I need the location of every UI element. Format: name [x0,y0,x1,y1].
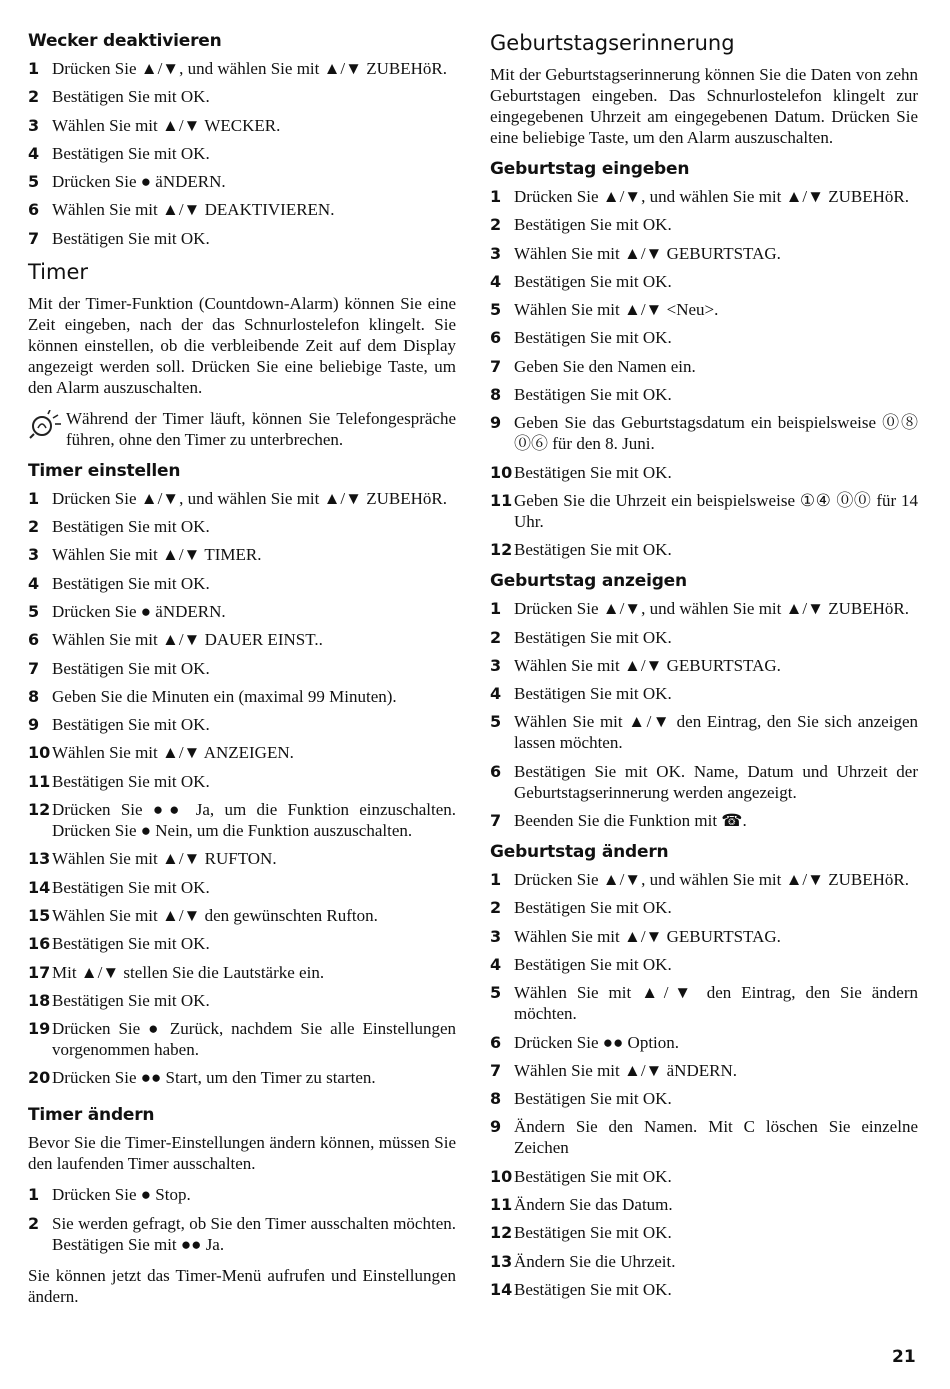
step-number: 1 [490,599,502,619]
step-number: 6 [28,200,40,220]
step-number: 8 [490,385,502,405]
step-item [28,488,456,509]
step-item [28,848,456,869]
step-number: 12 [28,800,51,820]
step-number: 6 [28,630,40,650]
step-text: Bestätigen Sie mit OK. [514,1223,672,1243]
step-item [490,627,918,648]
step-text: Drücken Sie ● äNDERN. [52,172,226,192]
step-number: 7 [28,228,40,248]
step-number: 8 [28,686,40,706]
step-item [28,686,456,707]
step-item [28,115,456,136]
step-number: 1 [490,187,502,206]
step-item [28,1213,456,1255]
step-text: Bestätigen Sie mit OK. [52,771,210,791]
step-text: Drücken Sie ▲/▼, und wählen Sie mit ▲/▼ ZUBEHöR. [514,599,909,619]
step-text: Bestätigen Sie mit OK. [52,934,210,954]
step-item [490,327,918,348]
step-number: 9 [28,715,40,735]
section-heading: Wecker deaktivieren [28,31,222,51]
step-item [28,629,456,650]
step-text: Geben Sie den Namen ein. [514,356,696,376]
step-item [490,926,918,947]
step-item [490,271,918,292]
step-number: 6 [490,1032,502,1052]
step-text: Bestätigen Sie mit OK. [514,627,672,647]
step-number: 12 [490,540,513,560]
section-heading: Geburtstag ändern [490,842,669,863]
step-item [28,171,456,192]
step-list [490,869,918,1300]
step-list [490,186,918,560]
paragraph: Mit der Geburtstagserinnerung können Sie die Daten von zehn Geburtstagen eingeben. Das Schnurlostelefon klingelt zur eingegebenen Uhrzeit am eingegebenen Datum. Drücken Sie eine beliebige Taste, um den Alarm auszuschalten. [490,65,918,147]
step-number: 9 [490,1117,502,1137]
step-item [490,462,918,483]
step-number: 16 [28,934,51,954]
step-item [28,742,456,763]
step-item [490,1251,918,1272]
step-item [28,199,456,220]
step-item [28,516,456,537]
step-number: 14 [490,1279,513,1299]
section-heading: Timer ändern [28,1105,155,1126]
step-number: 11 [490,1195,513,1215]
step-number: 17 [28,962,51,982]
step-text: Ändern Sie die Uhrzeit. [514,1251,676,1271]
step-number: 14 [28,877,51,897]
step-text: Drücken Sie ●● Ja, um die Funktion einzuschalten. Drücken Sie ● Nein, um die Funktion auszuschalten. [52,800,456,841]
step-number: 2 [28,1213,40,1233]
step-item [28,86,456,107]
step-text: Bestätigen Sie mit OK. [514,271,672,291]
step-item [28,905,456,926]
step-number: 4 [490,954,502,974]
step-text: Mit ▲/▼ stellen Sie die Lautstärke ein. [52,962,325,982]
step-text: Bestätigen Sie mit OK. [52,877,210,897]
step-number: 7 [490,1060,502,1080]
step-item [490,1088,918,1109]
step-number: 1 [28,59,40,78]
step-number: 4 [490,684,502,704]
left-column [28,30,456,1317]
step-text: Bestätigen Sie mit OK. [52,228,210,248]
step-item [28,877,456,898]
step-text: Wählen Sie mit ▲/▼ äNDERN. [514,1060,737,1080]
section-title: Timer [28,259,89,284]
step-item [490,214,918,235]
step-item [28,799,456,841]
lightbulb-tip-icon [28,408,66,445]
step-item [490,1194,918,1215]
section-heading: Geburtstag eingeben [490,159,690,179]
step-text: Wählen Sie mit ▲/▼ ANZEIGEN. [52,743,294,763]
step-item [28,573,456,594]
step-text: Bestätigen Sie mit OK. [514,1166,672,1186]
step-text: Bestätigen Sie mit OK. [514,898,672,918]
step-number: 10 [490,462,513,482]
section-title: Geburtstagserinnerung [490,31,735,55]
step-number: 18 [28,990,51,1010]
step-list [490,598,918,831]
step-number: 7 [490,356,502,376]
step-number: 12 [490,1223,513,1243]
step-item [490,810,918,831]
step-number: 19 [28,1019,51,1039]
step-text: Wählen Sie mit ▲/▼ DAUER EINST.. [52,630,323,650]
step-text: Bestätigen Sie mit OK. [52,573,210,593]
step-item [28,1067,456,1088]
step-number: 2 [490,627,502,647]
step-text: Wählen Sie mit ▲/▼ GEBURTSTAG. [514,926,781,946]
step-number: 2 [28,517,40,537]
step-item [490,356,918,377]
step-item [28,933,456,954]
step-number: 11 [28,771,51,791]
step-text: Beenden Sie die Funktion mit ☎. [514,811,747,831]
step-item [490,539,918,560]
step-number: 7 [490,811,502,831]
section-heading: Timer einstellen [28,460,181,481]
step-text: Bestätigen Sie mit OK. [514,540,672,560]
step-item [490,1279,918,1300]
step-number: 6 [490,328,502,348]
step-number: 5 [490,712,502,732]
step-number: 2 [28,87,40,107]
step-item [28,58,456,79]
paragraph: Mit der Timer-Funktion (Countdown-Alarm) können Sie eine Zeit eingeben, nach der das Schnurlostelefon klingelt. Sie können einstellen, ob die verbleibende Zeit auf dem Display angezeigt werden soll. Drücken Sie eine beliebige Taste, um den Alarm auszuschalten. [28,293,456,397]
step-text: Wählen Sie mit ▲/▼ den Eintrag, den Sie sich anzeigen lassen möchten. [514,712,918,753]
step-text: Ändern Sie das Datum. [514,1195,673,1215]
step-item [490,1032,918,1053]
step-item [28,228,456,249]
step-item [490,186,918,207]
step-number: 3 [28,545,40,565]
step-text: Bestätigen Sie mit OK. [514,684,672,704]
step-number: 11 [490,490,513,510]
step-number: 3 [490,926,502,946]
step-text: Wählen Sie mit ▲/▼ GEBURTSTAG. [514,655,781,675]
step-item [490,1166,918,1187]
step-number: 3 [490,243,502,263]
step-text: Drücken Sie ● Zurück, nachdem Sie alle Einstellungen vorgenommen haben. [52,1019,456,1060]
step-text: Drücken Sie ● äNDERN. [52,601,226,621]
step-text: Drücken Sie ● Stop. [52,1185,191,1205]
step-item [490,490,918,532]
step-item [28,1184,456,1205]
step-text: Wählen Sie mit ▲/▼ GEBURTSTAG. [514,243,781,263]
right-column [490,30,918,1310]
step-number: 13 [490,1251,513,1271]
step-item [28,990,456,1011]
step-number: 20 [28,1068,51,1088]
step-text: Wählen Sie mit ▲/▼ DEAKTIVIEREN. [52,200,335,220]
step-text: Bestätigen Sie mit OK. [514,328,672,348]
step-item [490,761,918,803]
step-item [490,897,918,918]
step-item [490,384,918,405]
step-number: 10 [490,1166,513,1186]
step-list [28,58,456,249]
paragraph: Sie können jetzt das Timer-Menü aufrufen und Einstellungen ändern. [28,1265,456,1306]
step-number: 7 [28,658,40,678]
step-text: Bestätigen Sie mit OK. [514,215,672,235]
step-text: Drücken Sie ●● Option. [514,1032,680,1052]
step-text: Bestätigen Sie mit OK. [52,143,210,163]
step-text: Bestätigen Sie mit OK. [514,1089,672,1109]
step-number: 5 [28,172,40,192]
step-number: 1 [28,1185,40,1205]
tip-note [28,408,456,450]
step-text: Bestätigen Sie mit OK. [514,385,672,405]
step-number: 6 [490,761,502,781]
step-item [490,982,918,1024]
step-item [490,711,918,753]
step-text: Wählen Sie mit ▲/▼ den Eintrag, den Sie ändern möchten. [514,983,918,1024]
step-number: 5 [490,300,502,320]
step-text: Bestätigen Sie mit OK. [52,715,210,735]
step-text: Geben Sie die Uhrzeit ein beispielsweise ①④ ⓪⓪ für 14 Uhr. [514,490,918,531]
step-list [28,488,456,1089]
step-text: Wählen Sie mit ▲/▼ RUFTON. [52,849,277,869]
step-item [490,1060,918,1081]
step-text: Ändern Sie den Namen. Mit C löschen Sie einzelne Zeichen [514,1117,918,1158]
step-item [490,412,918,454]
step-number: 4 [28,573,40,593]
step-text: Drücken Sie ▲/▼, und wählen Sie mit ▲/▼ ZUBEHöR. [52,59,447,78]
step-item [490,869,918,890]
step-item [28,1018,456,1060]
step-number: 5 [28,601,40,621]
step-item [490,299,918,320]
step-item [490,954,918,975]
step-text: Geben Sie die Minuten ein (maximal 99 Minuten). [52,686,397,706]
step-text: Wählen Sie mit ▲/▼ WECKER. [52,115,281,135]
step-number: 3 [28,115,40,135]
step-item [28,658,456,679]
section-heading: Geburtstag anzeigen [490,571,687,592]
step-text: Drücken Sie ●● Start, um den Timer zu starten. [52,1068,376,1088]
step-number: 15 [28,905,51,925]
step-item [28,714,456,735]
step-number: 10 [28,743,51,763]
step-text: Drücken Sie ▲/▼, und wählen Sie mit ▲/▼ ZUBEHöR. [514,187,909,206]
note-text: Während der Timer läuft, können Sie Telefongespräche führen, ohne den Timer zu unterbrechen. [66,408,456,449]
step-number: 4 [28,143,40,163]
step-text: Drücken Sie ▲/▼, und wählen Sie mit ▲/▼ ZUBEHöR. [514,870,909,890]
step-text: Wählen Sie mit ▲/▼ TIMER. [52,545,262,565]
step-number: 4 [490,271,502,291]
step-item [28,544,456,565]
step-item [490,1222,918,1243]
step-text: Bestätigen Sie mit OK. [514,1279,672,1299]
step-text: Bestätigen Sie mit OK. [514,462,672,482]
step-number: 1 [490,870,502,890]
step-text: Sie werden gefragt, ob Sie den Timer ausschalten möchten. Bestätigen Sie mit ●● Ja. [52,1213,456,1254]
step-text: Bestätigen Sie mit OK. [52,87,210,107]
step-number: 8 [490,1089,502,1109]
step-text: Drücken Sie ▲/▼, und wählen Sie mit ▲/▼ ZUBEHöR. [52,488,447,508]
step-text: Bestätigen Sie mit OK. [52,658,210,678]
step-number: 9 [490,413,502,433]
step-text: Bestätigen Sie mit OK. Name, Datum und Uhrzeit der Geburtstagserinnerung werden angezeigt. [514,761,918,802]
step-text: Bestätigen Sie mit OK. [514,954,672,974]
step-item [28,771,456,792]
step-item [490,243,918,264]
step-number: 13 [28,849,51,869]
step-text: Wählen Sie mit ▲/▼ <Neu>. [514,300,719,320]
step-number: 2 [490,898,502,918]
step-item [28,601,456,622]
step-text: Geben Sie das Geburtstagsdatum ein beispielsweise ⓪⑧ ⓪⑥ für den 8. Juni. [514,413,918,454]
step-list [28,1184,456,1254]
step-item [490,655,918,676]
paragraph: Bevor Sie die Timer-Einstellungen ändern können, müssen Sie den laufenden Timer ausschalten. [28,1133,456,1174]
step-item [490,1116,918,1158]
step-number: 3 [490,655,502,675]
step-number: 1 [28,488,40,508]
step-item [28,962,456,983]
step-number: 2 [490,215,502,235]
step-text: Bestätigen Sie mit OK. [52,517,210,537]
step-item [490,683,918,704]
step-number: 5 [490,983,502,1003]
page-number: 21 [892,1347,916,1367]
step-item [28,143,456,164]
step-item [490,598,918,619]
step-text: Wählen Sie mit ▲/▼ den gewünschten Rufton. [52,905,378,925]
step-text: Bestätigen Sie mit OK. [52,990,210,1010]
